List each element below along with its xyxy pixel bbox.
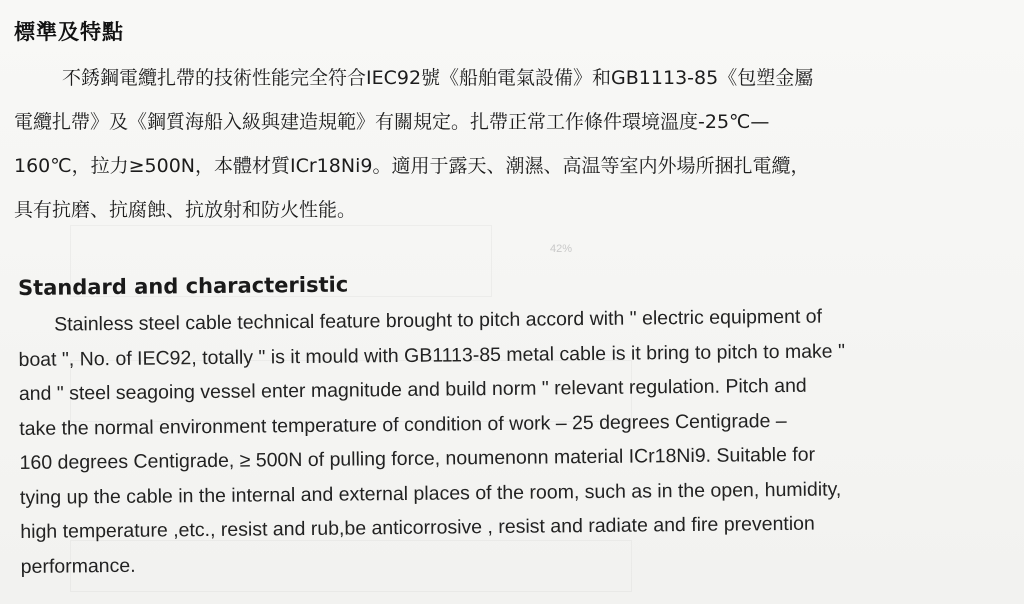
english-line: tying up the cable in the internal and external places of the room, such as in the open, humidity, bbox=[19, 477, 842, 509]
english-paragraph bbox=[18, 298, 1006, 584]
english-line: high temperature ,etc., resist and rub,be anticorrosive , resist and radiate and fire prevention bbox=[20, 512, 815, 543]
chinese-heading: 標準及特點 bbox=[14, 20, 124, 44]
chinese-line: 電纜扎帶》及《鋼質海船入級與建造規範》有關規定。扎帶正常工作條件環境溫度-25℃— bbox=[14, 111, 770, 133]
english-line: take the normal environment temperature of condition of work – 25 degrees Centigrade – bbox=[19, 409, 787, 440]
chinese-line: 160℃，拉力≥500N，本體材質ICr18Ni9。適用于露天、潮濕、高温等室内外場所捆扎電纜， bbox=[14, 155, 810, 177]
english-line: Stainless steel cable technical feature brought to pitch accord with " electric equipment of bbox=[54, 305, 823, 336]
english-line: and " steel seagoing vessel enter magnitude and build norm " relevant regulation. Pitch and bbox=[18, 374, 807, 405]
chinese-line: 具有抗磨、抗腐蝕、抗放射和防火性能。 bbox=[14, 199, 357, 221]
english-heading: Standard and characteristic bbox=[17, 272, 349, 300]
english-line: 160 degrees Centigrade, ≥ 500N of pulling force, noumenonn material ICr18Ni9. Suitable for bbox=[19, 443, 816, 474]
english-line: performance. bbox=[20, 554, 136, 578]
english-line: boat ", No. of IEC92, totally " is it mould with GB1113-85 metal cable is it bring to pitch to make " bbox=[18, 339, 846, 371]
chinese-line: 不銹鋼電纜扎帶的技術性能完全符合IEC92號《船舶電氣設備》和GB1113-85《包塑金屬 bbox=[62, 67, 814, 89]
watermark: 42% bbox=[550, 243, 573, 255]
chinese-paragraph bbox=[14, 56, 1004, 232]
